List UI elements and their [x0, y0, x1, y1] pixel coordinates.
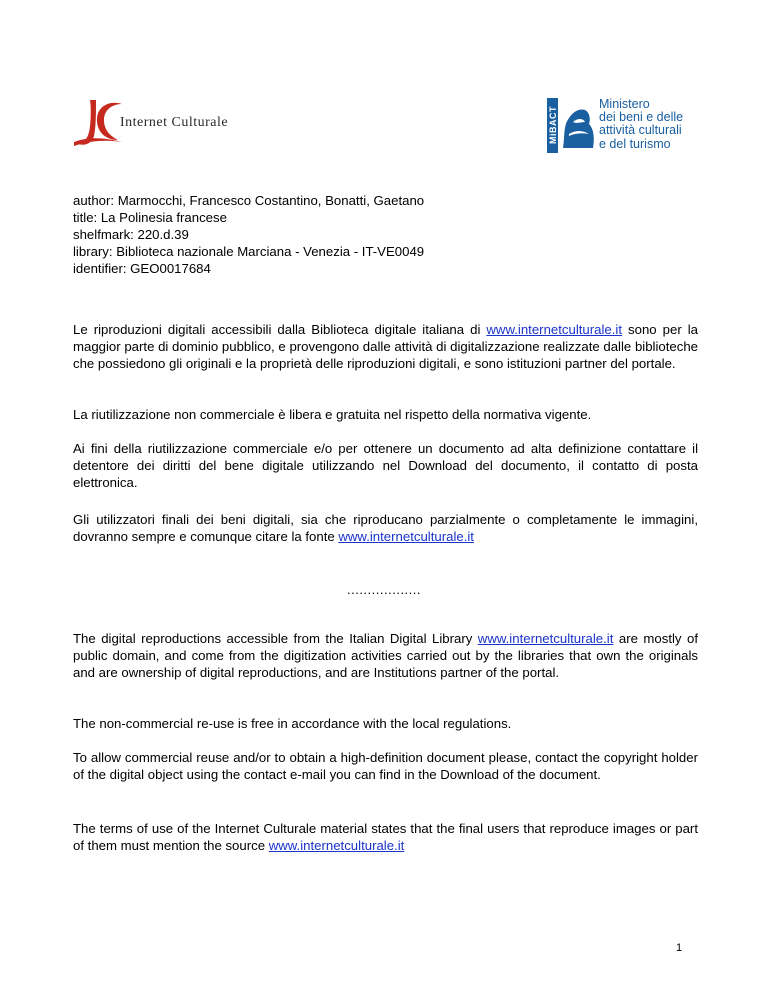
italian-p1-link[interactable]: www.internetculturale.it: [486, 322, 623, 337]
metadata-title: title: La Polinesia francese: [73, 210, 227, 225]
ministry-line-2: dei beni e delle: [599, 110, 684, 125]
italian-p1-text-after: sono per la maggior parte di dominio pubblico, e provengono dalle attività di digitalizzazione realizzate dalle biblioteche che possiedono gli originali e la proprietà delle riproduzioni digitali, e sono istituzioni partner del portale.: [73, 322, 698, 371]
document-metadata: [73, 192, 424, 277]
page-number: 1: [676, 942, 683, 954]
italian-paragraph-2: [73, 406, 698, 423]
ministry-line-3: attività culturali: [599, 123, 682, 138]
english-paragraph-1: [73, 630, 698, 681]
ministry-emblem-icon: [559, 100, 597, 152]
italian-p1-text-before: Le riproduzioni digitali accessibili dalla Biblioteca digitale italiana di: [73, 322, 487, 337]
ic-wordmark-part-1: Internet: [120, 115, 168, 130]
metadata-author: author: Marmocchi, Francesco Costantino, Bonatti, Gaetano: [73, 193, 425, 208]
english-paragraph-2: [73, 715, 698, 732]
english-p3-text: To allow commercial reuse and/or to obtain a high-definition document please, contact the copyright holder of the digital object using the contact e-mail you can find in the Download of the document.: [73, 750, 698, 782]
english-p1-text-before: The digital reproductions accessible from the Italian Digital Library: [73, 631, 478, 646]
english-p1-link[interactable]: www.internetculturale.it: [477, 631, 614, 646]
ic-wordmark-part-2: Culturale: [171, 115, 229, 130]
ministry-logo: [547, 98, 697, 154]
metadata-library: library: Biblioteca nazionale Marciana - Venezia - IT-VE0049: [73, 244, 425, 259]
italian-paragraph-4: [73, 511, 698, 545]
italian-p2-text: La riutilizzazione non commerciale è libera e gratuita nel rispetto della normativa vigente.: [73, 407, 592, 422]
metadata-shelfmark: shelfmark: 220.d.39: [73, 227, 189, 242]
section-separator: ..................: [346, 582, 421, 597]
metadata-identifier: identifier: GEO0017684: [73, 261, 211, 276]
english-p4-link[interactable]: www.internetculturale.it: [268, 838, 405, 853]
english-paragraph-3: [73, 749, 698, 783]
italian-paragraph-1: [73, 321, 698, 372]
italian-paragraph-3: [73, 440, 698, 491]
ministry-line-1: Ministero: [599, 97, 650, 111]
italian-p3-text: Ai fini della riutilizzazione commerciale e/o per ottenere un documento ad alta definizione contattare il detentore dei diritti del bene digitale utilizzando nel Download del documento, il contatto di posta elettronica.: [73, 441, 698, 490]
english-p4-text-before: The terms of use of the Internet Culturale material states that the final users that reproduce images or part of them must mention the source: [73, 821, 698, 853]
english-paragraph-4: [73, 820, 698, 854]
ministry-line-4: e del turismo: [599, 136, 671, 151]
ministry-abbrev: MiBACT: [548, 106, 558, 144]
internet-culturale-wordmark: [120, 115, 228, 131]
english-p1-text-after: are mostly of public domain, and come from the digitization activities carried out by the libraries that own the originals and are ownership of digital reproductions, and are Institutions partner of the portal.: [73, 631, 698, 680]
ministry-logo-bar: [547, 98, 558, 153]
italian-p4-link[interactable]: www.internetculturale.it: [338, 529, 474, 544]
english-p2-text: The non-commercial re-use is free in accordance with the local regulations.: [73, 716, 512, 731]
ministry-name: [599, 98, 683, 151]
italian-p4-text-before: Gli utilizzatori finali dei beni digitali, sia che riproducano parzialmente o completamente le immagini, dovranno sempre e comunque citare la fonte: [73, 512, 698, 544]
